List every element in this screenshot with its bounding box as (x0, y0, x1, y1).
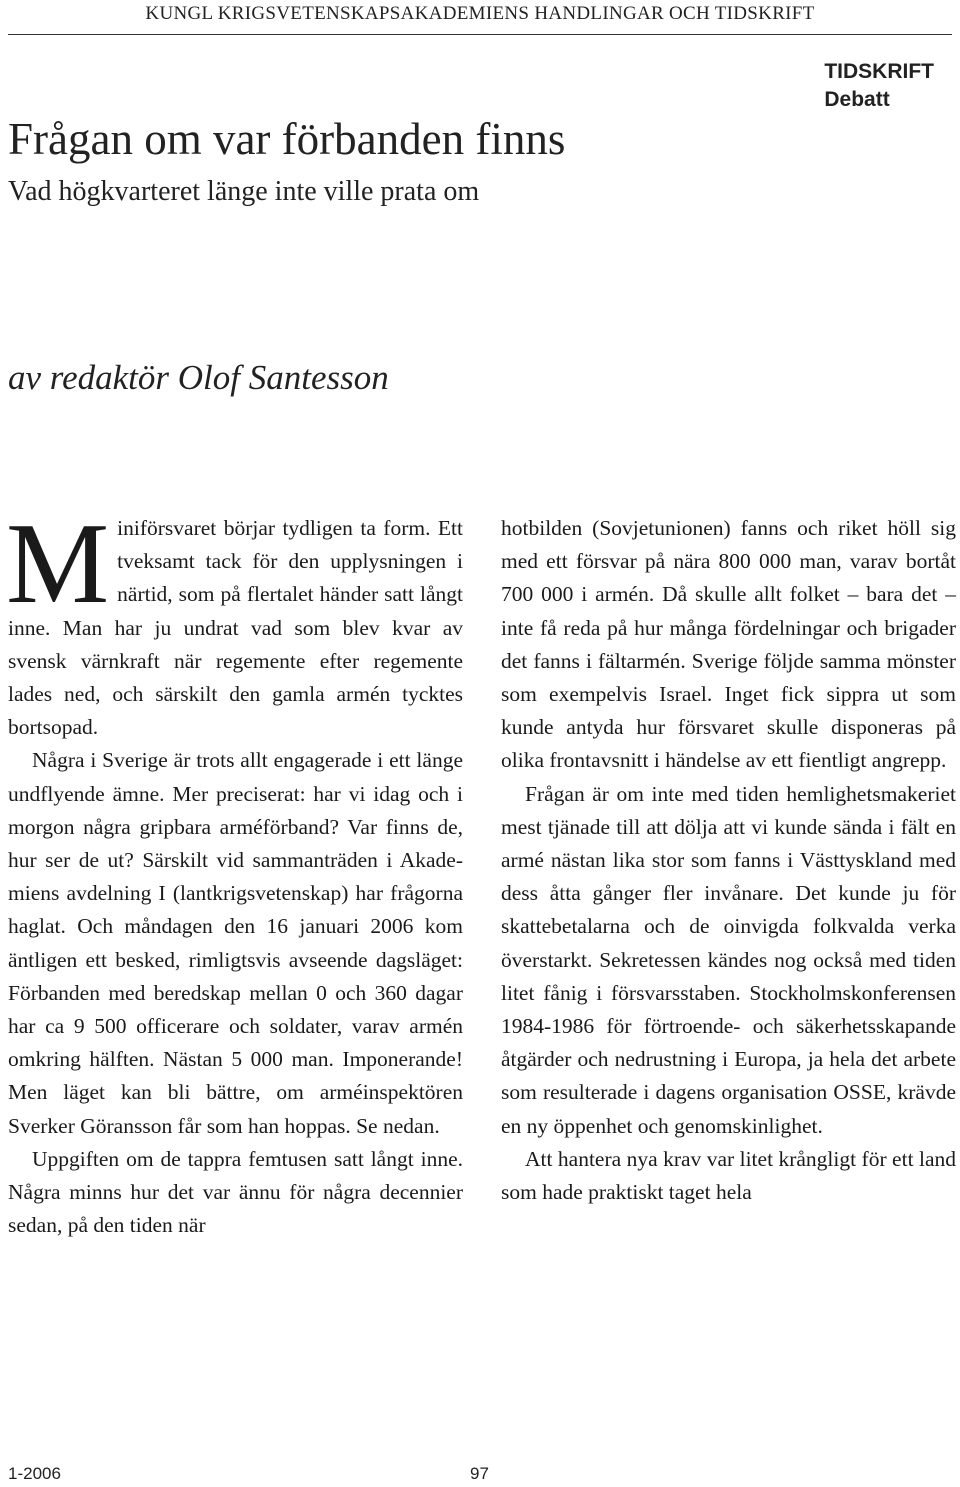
section-label-line1: TIDSKRIFT (824, 60, 934, 83)
section-label-line2: Debatt (824, 88, 890, 111)
running-head: KUNGL KRIGSVETENSKAPSAKADEMIENS HANDLINGAR OCH TIDSKRIFT (145, 3, 815, 24)
article-subtitle: Vad högkvarteret länge inte ville prata om (8, 176, 480, 207)
article-byline: av redaktör Olof Santesson (8, 358, 389, 397)
drop-cap: M (6, 500, 110, 628)
paragraph-text: iniförsvaret börjar tydligen ta form. Ett tveksamt tack för den upplysningen i närtid, som på flertalet händer satt långt inne. Man har ju undrat vad som blev kvar av svensk värnkraft när regemente efter regemente lades ned, och särskilt den gamla armén tycktes bortsopad. (8, 516, 463, 740)
section-label (824, 58, 934, 114)
paragraph: Några i Sverige är trots allt engagerade i ett länge undflyende ämne. Mer preciserat: har vi idag och i morgon några gripbara arméförband? Var finns de, hur ser de ut? Särskilt vid sammanträden i Akademiens avdelning I (lantkrigsvetenskap) har frågorna haglat. Och måndagen den 16 januari 2006 kom äntligen ett besked, rimligtsvis avseende dagsläget: Förbanden med beredskap mellan 0 och 360 dagar har ca 9 500 officerare och soldater, varav armén omkring hälften. Nästan 5 000 man. Imponerande! Men läget kan bli bättre, om arméinspektören Sverker Göransson får som han hoppas. Se nedan. (8, 748, 463, 1138)
paragraph: Att hantera nya krav var litet krångligt för ett land som hade praktiskt taget hela (501, 1146, 956, 1205)
issue-number: 1-2006 (8, 1464, 61, 1483)
article-title: Frågan om var förbanden finns (8, 114, 566, 164)
paragraph: Uppgiften om de tappra femtusen satt långt inne. Några minns hur det var ännu för några decennier sedan, på den tiden när (8, 1146, 463, 1238)
header-rule (8, 34, 952, 35)
left-column (6, 500, 463, 1242)
paragraph: Frågan är om inte med tiden hemlighetsmakeriet mest tjänade till att dölja att vi kunde sända i fält en armé nästan lika stor som fanns i Västtyskland med dess åtta gånger fler invånare. Det kunde ju för skattebetalarna och de oinvigda folkvalda verka överstarkt. Sekretessen kändes nog också med tiden litet fånig i försvarsstaben. Stockholmskonferensen 1984-1986 för förtroende- och säkerhetsskapande åtgärder och nedrustning i Europa, ja hela det arbete som resulterade i dagens organisation OSSE, krävde en ny öppenhet och genomskinlighet. (501, 781, 956, 1138)
page-number: 97 (470, 1464, 489, 1483)
paragraph (6, 500, 463, 744)
paragraph: hotbilden (Sovjetunionen) fanns och riket höll sig med ett försvar på nära 800 000 man, varav bortåt 700 000 i armén. Då skulle allt folket – bara det – inte få reda på hur många fördelningar och brigader det fanns i fältarmén. Sverige följde samma mönster som exempelvis Israel. Inget fick sippra ut som kunde antyda hur försvaret skulle disponeras på olika frontavsnitt i händelse av ett fientligt angrepp. (501, 516, 956, 773)
right-column (501, 512, 956, 1209)
